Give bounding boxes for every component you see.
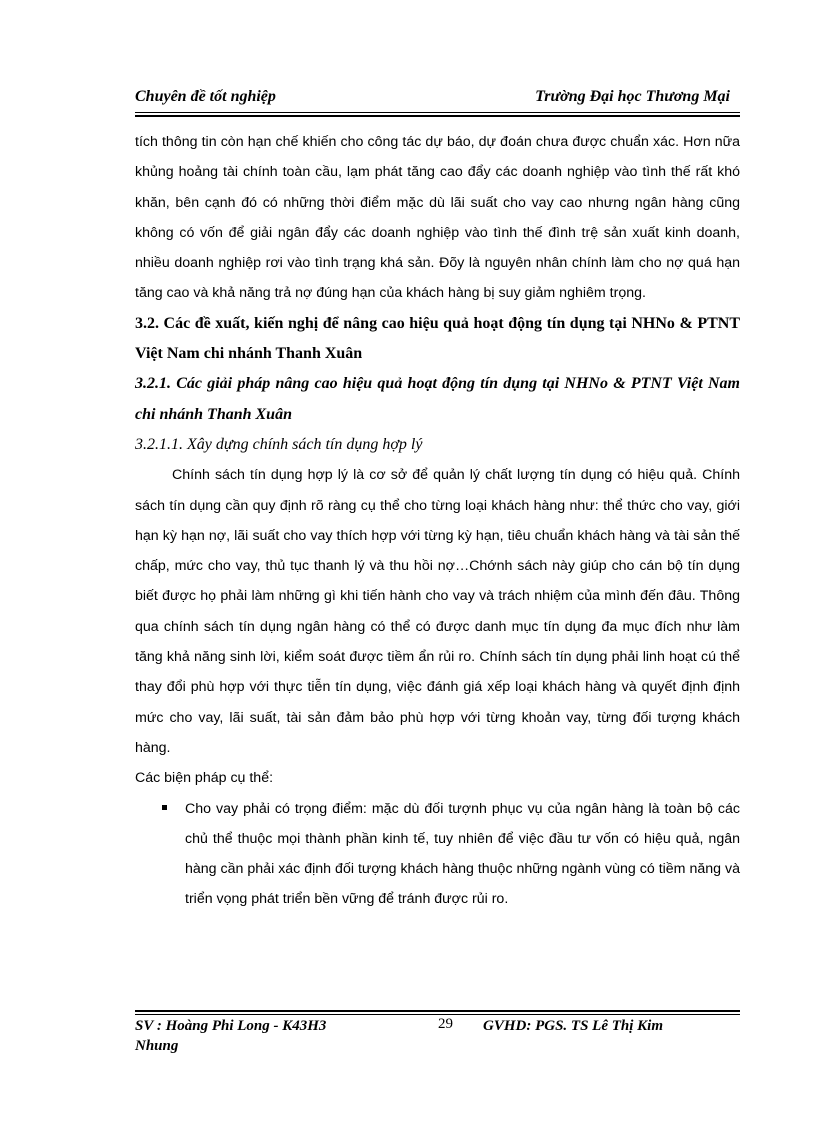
- heading-section-3-2-1-1: 3.2.1.1. Xây dựng chính sách tín dụng hợp lý: [135, 435, 423, 453]
- paragraph-credit-policy: Chính sách tín dụng hợp lý là cơ sở để quản lý chất lượng tín dụng có hiệu quả. Chính sách tín dụng cần quy định rõ ràng cụ thể cho từng loại khách hàng như: thể thức cho vay, giới hạn kỳ hạn nợ, lãi suất cho vay thích hợp với từng kỳ hạn, tiêu chuẩn khách hàng và tài sản thế chấp, mức cho vay, thủ tục thanh lý và thu hồi nợ…Chớnh sách này giúp cho cán bộ tín dụng biết được họ phải làm những gì khi tiến hành cho vay và trách nhiệm của mình đến đâu. Thông qua chính sách tín dụng ngân hàng có thể có được danh mục tín dụng đa mục đích như làm tăng khả năng sinh lời, kiểm soát được tiềm ẩn rủi ro. Chính sách tín dụng phải linh hoạt cú thể thay đổi phù hợp với thực tiễn tín dụng, việc đánh giá xếp loại khách hàng và quyết định định mức cho vay, lãi suất, tài sản đảm bảo phù hợp với từng khoản vay, từng đối tượng khách hàng.: [135, 467, 740, 756]
- square-bullet-icon: [162, 805, 167, 810]
- page-number: 29: [438, 1016, 453, 1032]
- header-rule-thin: [135, 112, 740, 113]
- paragraph-intro: tích thông tin còn hạn chế khiến cho công tác dự báo, dự đoán chưa được chuẩn xác. Hơn nữa khủng hoảng tài chính toàn cầu, lạm phát tăng cao đẩy các doanh nghiệp vào tình thế rất khó khăn, bên cạnh đó có những thời điểm mặc dù lãi suất cho vay cao nhưng ngân hàng cũng không có vốn để giải ngân đẩy các doanh nghiệp vào tình thế đình trệ sản xuất kinh doanh, nhiều doanh nghiệp rơi vào tình trạng khá sản. Đõy là nguyên nhân chính làm cho nợ quá hạn tăng cao và khả năng trả nợ đúng hạn của khách hàng bị suy giảm nghiêm trọng.: [135, 134, 740, 302]
- heading-section-3-2: 3.2. Các đề xuất, kiến nghị để nâng cao hiệu quả hoạt động tín dụng tại NHNo & PTNT Việt Nam chi nhánh Thanh Xuân: [135, 314, 740, 363]
- footer-student: SV : Hoàng Phi Long - K43H3: [135, 1018, 327, 1034]
- bullet-item: [135, 794, 740, 915]
- header-university: Trường Đại học Thương Mại: [535, 88, 730, 105]
- page-header: [135, 88, 740, 112]
- header-rule-thick: [135, 115, 740, 117]
- measures-label: Các biện pháp cụ thể:: [135, 770, 274, 787]
- page-body: [135, 127, 740, 915]
- footer-advisor: GVHD: PGS. TS Lê Thị Kim: [483, 1018, 664, 1034]
- bullet-text: Cho vay phải có trọng điểm: mặc dù đối tượnh phục vụ của ngân hàng là toàn bộ các chủ thể thuộc mọi thành phần kinh tế, tuy nhiên để việc đầu tư vốn có hiệu quả, ngân hàng cần phải xác định đối tượng khách hàng thuộc những ngành vùng có tiềm năng và triển vọng phát triển bền vững để tránh được rủi ro.: [185, 800, 740, 908]
- footer-rule-thick: [135, 1010, 740, 1012]
- heading-section-3-2-1: 3.2.1. Các giải pháp nâng cao hiệu quả hoạt động tín dụng tại NHNo & PTNT Việt Nam chi nhánh Thanh Xuân: [135, 375, 740, 423]
- footer-advisor-continued: Nhung: [135, 1038, 179, 1054]
- header-thesis-title: Chuyên đề tốt nghiệp: [135, 88, 276, 105]
